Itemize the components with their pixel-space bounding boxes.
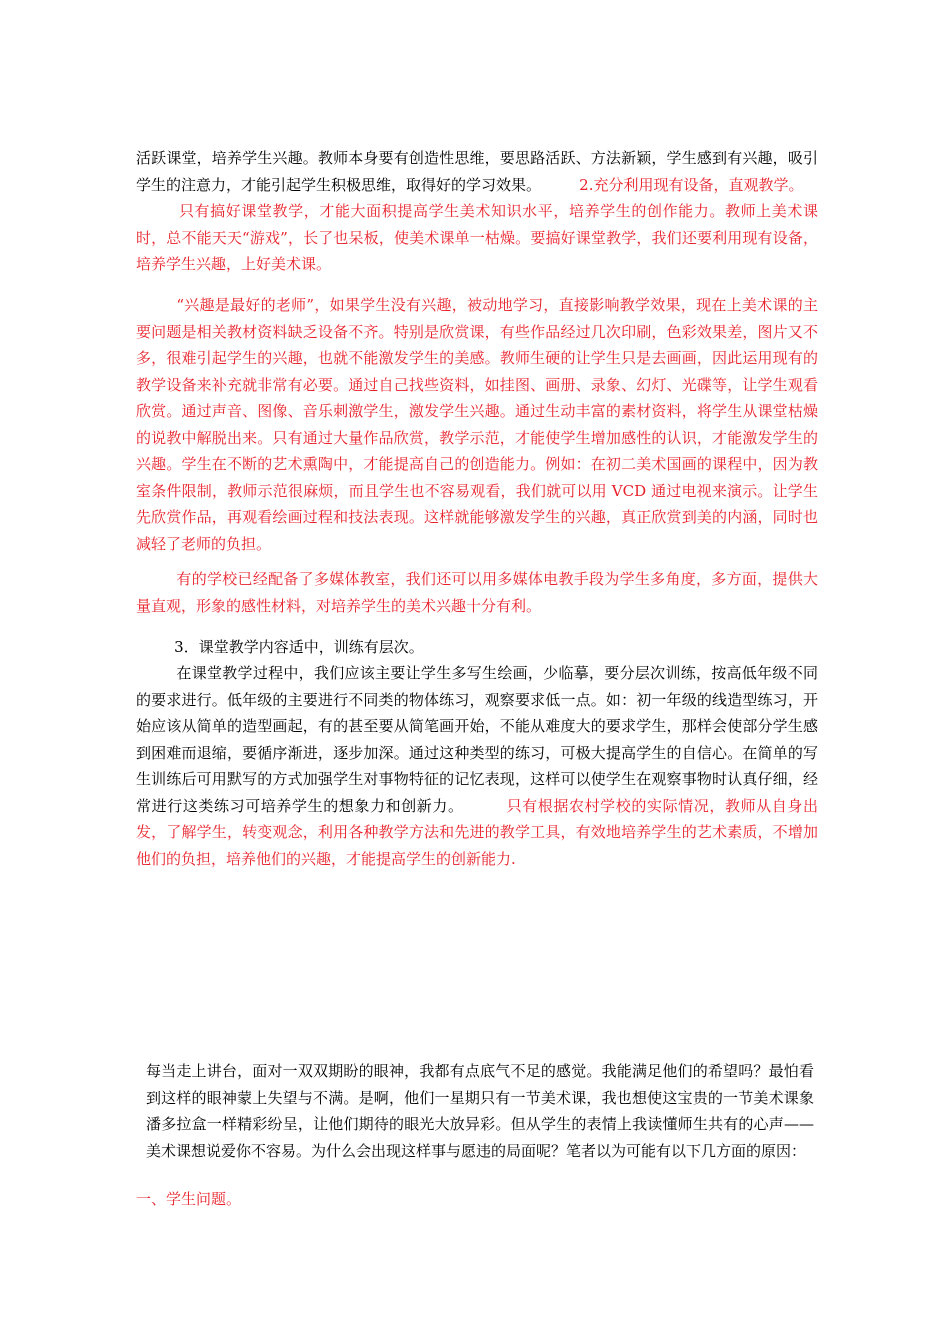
paragraph-1-black-text: 活跃课堂，培养学生兴趣。教师本身要有创造性思维，要思路活跃、方法新颖，学生感到有兴趣，吸引学生的注意力，才能引起学生积极思维，取得好的学习效果。	[136, 149, 818, 194]
paragraph-6-red-text: 只有根据农村学校的实际情况，教师从自身出发，了解学生，转变观念，利用各种教学方法和先进的教学工具，有效地培养学生的艺术素质，不增加他们的负担，培养他们的兴趣，才能提高学生的创新能力.	[136, 796, 818, 868]
paragraph-5-heading: 3．课堂教学内容适中，训练有层次。	[136, 638, 424, 656]
paragraph-7: 每当走上讲台，面对一双双期盼的眼神，我都有点底气不足的感觉。我能满足他们的希望吗？最怕看到这样的眼神蒙上失望与不满。是啊，他们一星期只有一节美术课，我也想使这宝贵的一节美术课象潘多拉盒一样精彩纷呈，让他们期待的眼光大放异彩。但从学生的表情上我读懂师生共有的心声——美术课想说爱你不容易。为什么会出现这样事与愿违的局面呢？笔者以为可能有以下几方面的原因：	[146, 1062, 814, 1160]
paragraph-1	[136, 145, 818, 198]
paragraph-3: “兴趣是最好的老师”，如果学生没有兴趣，被动地学习，直接影响教学效果，现在上美术课的主要问题是相关教材资料缺乏设备不齐。特别是欣赏课，有些作品经过几次印刷，色彩效果差，图片又不多，很难引起学生的兴趣，也就不能激发学生的美感。教师生硬的让学生只是去画画，因此运用现有的教学设备来补充就非常有必要。通过自己找些资料，如挂图、画册、录象、幻灯、光碟等，让学生观看欣赏。通过声音、图像、音乐刺激学生，激发学生兴趣。通过生动丰富的素材资料，将学生从课堂枯燥的说教中解脱出来。只有通过大量作品欣赏，教学示范，才能使学生增加感性的认识，才能激发学生的兴趣。学生在不断的艺术熏陶中，才能提高自己的创造能力。例如：在初二美术国画的课程中，因为教室条件限制，教师示范很麻烦，而且学生也不容易观看，我们就可以用 VCD 通过电视来演示。让学生先欣赏作品，再观看绘画过程和技法表现。这样就能够激发学生的兴趣，真正欣赏到美的内涵，同时也减轻了老师的负担。	[136, 296, 818, 553]
paragraph-1-red-heading: 2.充分利用现有设备，直观教学。	[541, 175, 804, 194]
paragraph-6	[136, 660, 818, 872]
paragraph-2: 只有搞好课堂教学，才能大面积提高学生美术知识水平，培养学生的创作能力。教师上美术课时，总不能天天“游戏”，长了也呆板，使美术课单一枯燥。要搞好课堂教学，我们还要利用现有设备，培养学生兴趣，上好美术课。	[136, 202, 818, 273]
paragraph-6-black-text: 在课堂教学过程中，我们应该主要让学生多写生绘画，少临摹，要分层次训练，按高低年级不同的要求进行。低年级的主要进行不同类的物体练习，观察要求低一点。如：初一年级的线造型练习，开始应该从简单的造型画起，有的甚至要从简笔画开始，不能从难度大的要求学生，那样会使部分学生感到困难而退缩，要循序渐进，逐步加深。通过这种类型的练习，可极大提高学生的自信心。在简单的写生训练后可用默写的方式加强学生对事物特征的记忆表现，这样可以使学生在观察事物时认真仔细，经常进行这类练习可培养学生的想象力和创新力。	[136, 664, 818, 815]
paragraph-4: 有的学校已经配备了多媒体教室，我们还可以用多媒体电教手段为学生多角度，多方面，提供大量直观，形象的感性材料，对培养学生的美术兴趣十分有利。	[136, 570, 818, 615]
paragraph-8-heading: 一、学生问题。	[136, 1190, 242, 1208]
